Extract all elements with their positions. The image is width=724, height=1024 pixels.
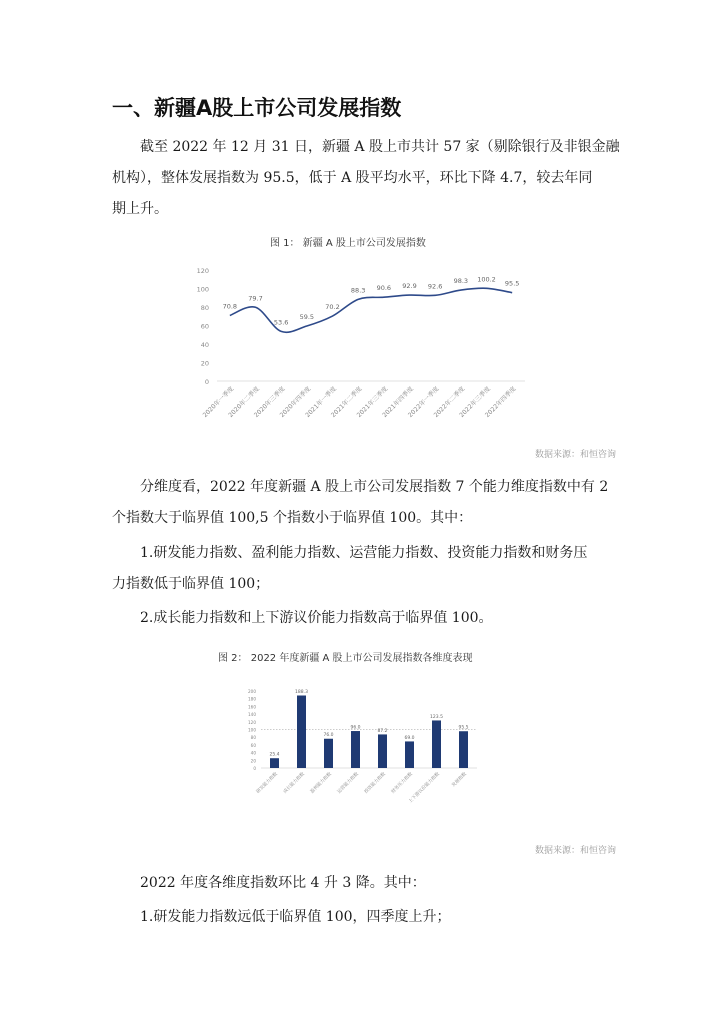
x-tick-label: 2020年四季度	[278, 385, 313, 420]
y-tick-label: 200	[248, 689, 256, 694]
x-tick-label: 上下游议价能力指数	[408, 771, 441, 805]
x-tick-label: 盈利能力指数	[309, 771, 333, 795]
data-label: 95.5	[458, 725, 469, 731]
paragraph-3	[112, 868, 616, 899]
data-label: 123.5	[430, 714, 443, 720]
y-tick-label: 0	[253, 766, 256, 771]
paragraph-line: 截至 2022 年 12 月 31 日，新疆 A 股上市共计 57 家（剔除银行及非银金融	[140, 139, 620, 155]
x-tick-label: 2022年四季度	[483, 385, 518, 420]
y-tick-label: 40	[200, 341, 209, 349]
x-tick-label: 2022年三季度	[458, 385, 492, 420]
y-tick-label: 0	[204, 378, 209, 386]
x-tick-label: 2021年一季度	[304, 385, 338, 420]
y-tick-label: 20	[200, 359, 209, 368]
list-1-item-2	[112, 603, 616, 634]
y-tick-label: 60	[200, 322, 209, 331]
data-label: 90.6	[376, 284, 392, 293]
x-tick-label: 2022年一季度	[406, 385, 441, 420]
section-heading: 一、新疆A股上市公司发展指数	[112, 96, 402, 120]
y-tick-label: 80	[250, 735, 256, 741]
bar-chart	[235, 683, 490, 833]
bar	[297, 696, 306, 768]
list-2	[112, 902, 616, 933]
figure-2-source: 数据来源：和恒咨询	[534, 846, 616, 856]
data-label: 92.6	[427, 282, 443, 291]
bar	[432, 720, 441, 768]
x-tick-label: 财务压力指数	[390, 771, 414, 795]
x-tick-label: 2021年三季度	[355, 385, 390, 420]
paragraph-line: 分维度看，2022 年度新疆 A 股上市公司发展指数 7 个能力维度指数中有 2	[140, 479, 609, 495]
y-tick-label: 100	[196, 285, 209, 294]
y-tick-label: 120	[248, 719, 256, 725]
data-label: 96.0	[350, 725, 361, 731]
data-label: 98.3	[453, 277, 469, 286]
paragraph-line: 2022 年度各维度指数环比 4 升 3 降。其中：	[140, 875, 426, 891]
series-line	[230, 288, 512, 332]
y-tick-label: 160	[248, 704, 256, 710]
bar	[351, 731, 360, 768]
y-tick-label: 20	[250, 758, 256, 764]
data-label: 92.9	[402, 282, 417, 291]
figure-1-source: 数据来源：和恒咨询	[534, 450, 616, 460]
x-tick-label: 2020年一季度	[201, 385, 236, 420]
paragraph-line: 机构），整体发展指数为 95.5，低于 A 股平均水平，环比下降 4.7，较去年同	[112, 170, 593, 186]
data-label: 79.7	[248, 294, 263, 303]
x-tick-label: 发展指数	[451, 771, 468, 789]
data-label: 87.2	[377, 728, 388, 734]
data-label: 70.2	[325, 303, 340, 312]
list-item-line: 1.研发能力指数、盈利能力指数、运营能力指数、投资能力指数和财务压	[140, 545, 588, 561]
x-tick-label: 成长能力指数	[282, 771, 306, 795]
data-label: 88.3	[350, 286, 366, 295]
y-tick-label: 60	[250, 742, 256, 748]
bar	[459, 731, 468, 768]
data-label: 53.6	[273, 318, 289, 327]
list-item-line: 力指数低于临界值 100；	[112, 576, 270, 592]
x-tick-label: 2020年二季度	[227, 385, 261, 420]
bar	[324, 739, 333, 768]
y-tick-label: 180	[248, 696, 256, 702]
list-item-line: 2.成长能力指数和上下游议价能力指数高于临界值 100。	[140, 610, 493, 626]
data-label: 188.3	[295, 690, 308, 696]
data-label: 95.5	[504, 279, 520, 288]
x-tick-label: 研发能力指数	[255, 771, 279, 795]
y-tick-label: 100	[248, 727, 256, 733]
data-label: 25.4	[269, 752, 280, 758]
y-tick-label: 80	[200, 304, 209, 312]
paragraph-line: 期上升。	[112, 201, 168, 217]
list-item-line: 1.研发能力指数远低于临界值 100，四季度上升；	[140, 909, 451, 925]
figure-2-title: 图 2： 2022 年度新疆 A 股上市公司发展指数各维度表现	[218, 653, 473, 664]
y-tick-label: 140	[248, 712, 256, 718]
x-tick-label: 2021年二季度	[329, 385, 364, 420]
y-tick-label: 120	[196, 267, 209, 275]
bar	[378, 734, 387, 768]
line-chart	[185, 258, 535, 433]
x-tick-label: 2021年四季度	[381, 385, 415, 420]
x-tick-label: 投资能力指数	[363, 771, 387, 795]
paragraph-2	[112, 472, 616, 534]
data-label: 70.8	[222, 302, 238, 311]
x-tick-label: 2022年二季度	[432, 385, 467, 420]
figure-1-title: 图 1： 新疆 A 股上市公司发展指数	[270, 238, 426, 249]
paragraph-1	[112, 132, 620, 225]
bar	[270, 758, 279, 768]
data-label: 76.0	[323, 733, 334, 739]
bar	[405, 741, 414, 768]
x-tick-label: 运营能力指数	[336, 771, 360, 795]
y-tick-label: 40	[250, 750, 256, 756]
x-tick-label: 2020年三季度	[252, 385, 287, 420]
paragraph-line: 个指数大于临界值 100,5 个指数小于临界值 100。其中：	[112, 510, 473, 526]
data-label: 69.0	[404, 735, 415, 741]
list-1	[112, 538, 616, 600]
data-label: 59.5	[299, 312, 315, 321]
data-label: 100.2	[477, 275, 496, 284]
